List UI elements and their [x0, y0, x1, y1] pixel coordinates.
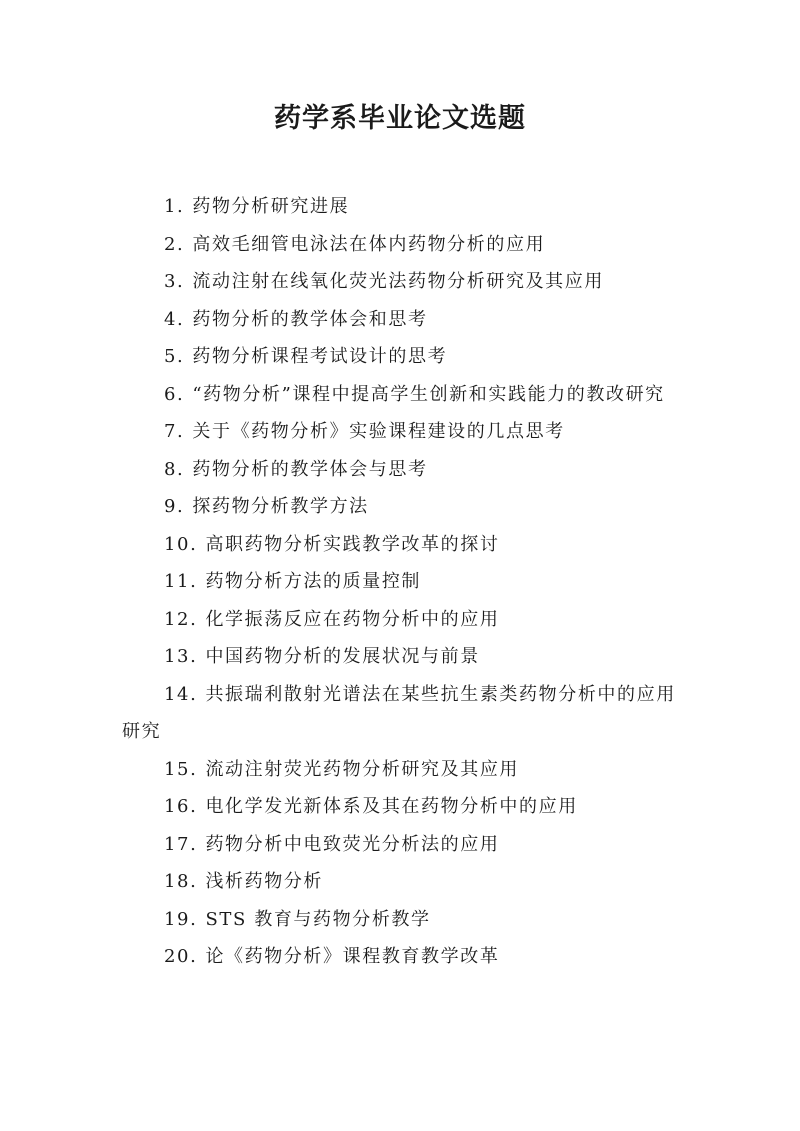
item-number: 5.	[164, 346, 185, 367]
list-item	[122, 638, 682, 676]
item-text: 药物分析研究进展	[192, 196, 350, 217]
list-item	[122, 938, 682, 976]
item-number: 19.	[164, 908, 198, 930]
item-text: 探药物分析教学方法	[192, 496, 369, 517]
list-item	[122, 676, 682, 751]
item-number: 17.	[164, 833, 198, 855]
list-item	[122, 563, 682, 601]
page-title: 药学系毕业论文选题	[274, 103, 526, 134]
item-number: 3.	[164, 271, 185, 292]
item-number: 9.	[164, 496, 185, 517]
list-item	[122, 451, 682, 489]
item-number: 13.	[164, 646, 198, 667]
item-number: 12.	[164, 608, 198, 630]
list-item	[122, 601, 682, 639]
item-number: 14.	[164, 683, 198, 705]
list-item	[122, 488, 682, 526]
item-number: 7.	[164, 421, 185, 442]
list-item	[122, 226, 682, 264]
list-item	[122, 301, 682, 339]
item-text: 关于《药物分析》实验课程建设的几点思考	[192, 421, 565, 442]
item-text: 电化学发光新体系及其在药物分析中的应用	[205, 796, 578, 817]
item-text: 药物分析方法的质量控制	[205, 571, 422, 592]
item-text: 药物分析中电致荧光分析法的应用	[205, 833, 500, 855]
topic-list	[122, 188, 682, 976]
list-item	[122, 526, 682, 564]
item-text: 药物分析的教学体会和思考	[192, 308, 428, 330]
list-item	[122, 188, 682, 226]
list-item	[122, 863, 682, 901]
item-text: 中国药物分析的发展状况与前景	[205, 646, 480, 667]
item-number: 10.	[164, 533, 198, 555]
item-text: 化学振荡反应在药物分析中的应用	[205, 608, 500, 630]
item-text: 高职药物分析实践教学改革的探讨	[205, 533, 500, 555]
item-number: 1.	[164, 196, 185, 217]
item-text: 浅析药物分析	[205, 871, 324, 892]
list-item	[122, 413, 682, 451]
list-item	[122, 338, 682, 376]
item-number: 11.	[164, 571, 198, 592]
item-number: 15.	[164, 758, 198, 780]
item-text: 药物分析课程考试设计的思考	[192, 346, 448, 367]
item-text: 共振瑞利散射光谱法在某些抗生素类药物分析中的应用研究	[122, 683, 676, 742]
item-text: 流动注射在线氧化荧光法药物分析研究及其应用	[192, 271, 604, 292]
list-item	[122, 263, 682, 301]
list-item	[122, 376, 682, 414]
item-number: 4.	[164, 308, 185, 330]
item-number: 20.	[164, 946, 198, 967]
item-text: STS 教育与药物分析教学	[205, 908, 431, 930]
list-item	[122, 751, 682, 789]
item-text: 药物分析的教学体会与思考	[192, 458, 428, 480]
list-item	[122, 788, 682, 826]
list-item	[122, 901, 682, 939]
list-item	[122, 826, 682, 864]
item-number: 2.	[164, 233, 185, 255]
item-text: 流动注射荧光药物分析研究及其应用	[205, 758, 520, 780]
item-text: “药物分析”课程中提高学生创新和实践能力的教改研究	[192, 383, 665, 405]
item-text: 论《药物分析》课程教育教学改革	[205, 946, 500, 967]
item-number: 8.	[164, 458, 185, 480]
item-text: 高效毛细管电泳法在体内药物分析的应用	[192, 233, 546, 255]
item-number: 6.	[164, 383, 185, 405]
item-number: 18.	[164, 871, 198, 892]
item-number: 16.	[164, 796, 198, 817]
